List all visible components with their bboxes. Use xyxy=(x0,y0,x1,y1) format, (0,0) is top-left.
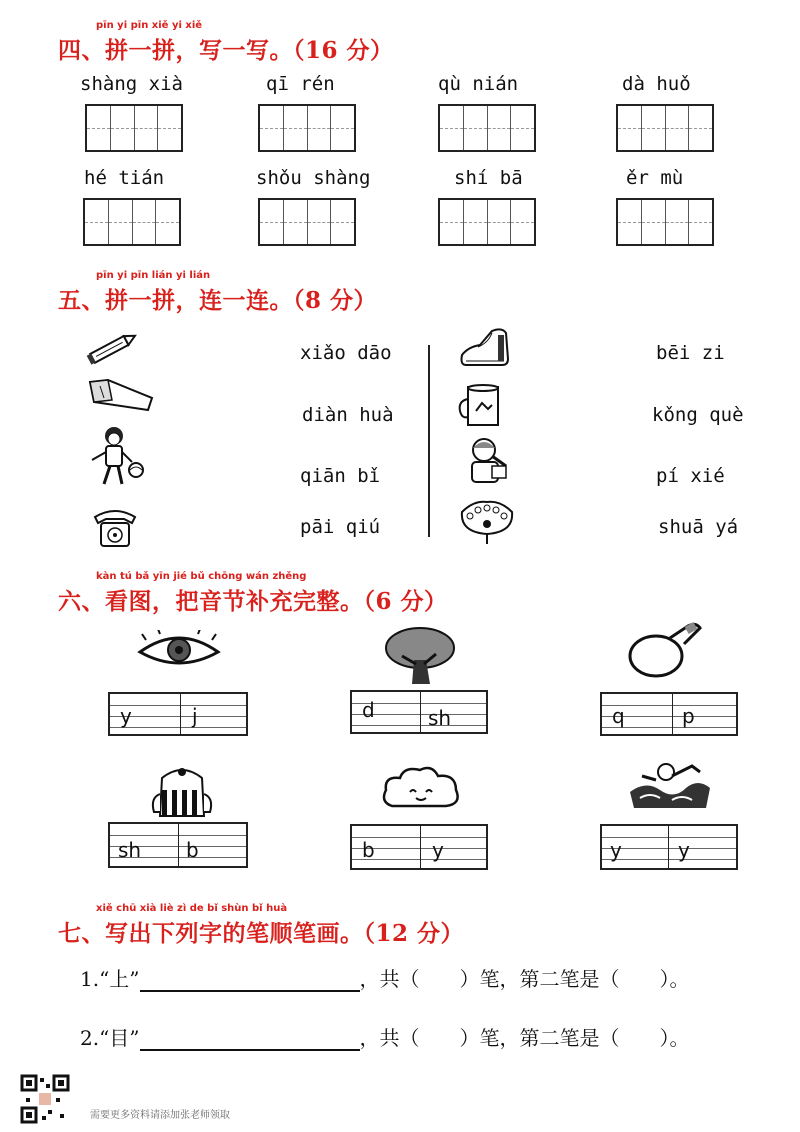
writing-grid[interactable] xyxy=(616,198,714,246)
pinyin-word: shàng xià xyxy=(80,73,183,95)
writing-grid[interactable] xyxy=(616,104,714,152)
question-2 xyxy=(80,1022,690,1051)
telephone-icon[interactable] xyxy=(92,505,138,549)
question-2-tail: ，共（ ）笔，第二笔是（ ）。 xyxy=(359,1026,690,1050)
section4-title: 四、拼一拼，写一写。（16 分） xyxy=(58,37,394,64)
pinyin-word[interactable]: shuā yá xyxy=(658,516,739,538)
swimming-icon xyxy=(626,758,712,812)
peacock-icon[interactable] xyxy=(456,498,518,548)
section6-title: 六、看图，把音节补充完整。（6 分） xyxy=(58,588,448,615)
backpack-icon xyxy=(148,758,216,820)
section4-pinyin: pīn yi pīn xiě yi xiě xyxy=(96,20,203,31)
pinyin-answer-box[interactable] xyxy=(350,690,488,734)
tree-icon xyxy=(382,624,458,688)
pinyin-word: shǒu shàng xyxy=(256,167,371,189)
pinyin-word: qī rén xyxy=(266,73,335,95)
eye-icon xyxy=(136,630,222,670)
shoe-icon[interactable] xyxy=(458,325,514,371)
section7-title: 七、写出下列字的笔顺笔画。（12 分） xyxy=(58,920,465,947)
footer-note: 需要更多资料请添加张老师领取 xyxy=(90,1110,230,1121)
question-2-char: 2.“目” xyxy=(80,1026,140,1050)
pinyin-answer-box[interactable] xyxy=(108,692,248,736)
syllable-y: y xyxy=(678,838,690,862)
pinyin-word[interactable]: qiān bǐ xyxy=(300,465,381,487)
stroke-order-blank[interactable] xyxy=(140,968,360,992)
writing-grid[interactable] xyxy=(258,198,356,246)
section7-pinyin: xiě chū xià liè zì de bǐ shùn bǐ huà xyxy=(96,903,288,914)
pinyin-answer-box[interactable] xyxy=(600,824,738,870)
section5-title: 五、拼一拼，连一连。（8 分） xyxy=(58,287,378,314)
syllable-q: q xyxy=(612,704,625,728)
boy-ball-icon[interactable] xyxy=(86,424,146,490)
section6-pinyin: kàn tú bǎ yīn jié bǔ chōng wán zhěng xyxy=(96,571,307,582)
section5-pinyin: pīn yi pīn lián yi lián xyxy=(96,270,211,281)
cloud-icon xyxy=(380,766,462,812)
qr-code-icon xyxy=(20,1074,70,1124)
writing-grid[interactable] xyxy=(438,198,536,246)
pinyin-word: qù nián xyxy=(438,73,519,95)
cup-icon[interactable] xyxy=(458,383,508,429)
syllable-j: j xyxy=(192,704,198,728)
syllable-y: y xyxy=(120,704,132,728)
pinyin-word[interactable]: pí xié xyxy=(656,465,725,487)
pinyin-word: ěr mù xyxy=(626,167,684,189)
pencil-icon[interactable] xyxy=(84,330,140,366)
pinyin-answer-box[interactable] xyxy=(108,822,248,868)
writing-grid[interactable] xyxy=(258,104,356,152)
stroke-order-blank[interactable] xyxy=(140,1027,360,1051)
syllable-p: p xyxy=(682,704,695,728)
mouse-icon xyxy=(626,618,706,680)
syllable-b: b xyxy=(186,838,199,862)
syllable-d: d xyxy=(362,698,375,722)
pinyin-word[interactable]: pāi qiú xyxy=(300,516,381,538)
pinyin-word[interactable]: kǒng què xyxy=(652,404,744,426)
syllable-sh: sh xyxy=(118,838,142,862)
pinyin-word[interactable]: bēi zi xyxy=(656,342,725,364)
pinyin-word[interactable]: diàn huà xyxy=(302,404,394,426)
pinyin-word[interactable]: xiǎo dāo xyxy=(300,342,392,364)
question-1-tail: ，共（ ）笔，第二笔是（ ）。 xyxy=(359,967,690,991)
syllable-y: y xyxy=(610,838,622,862)
syllable-y: y xyxy=(432,838,444,862)
pinyin-answer-box[interactable] xyxy=(350,824,488,870)
writing-grid[interactable] xyxy=(438,104,536,152)
writing-grid[interactable] xyxy=(83,198,181,246)
pinyin-word: dà huǒ xyxy=(622,73,691,95)
pinyin-word: shí bā xyxy=(454,167,523,189)
question-1-char: 1.“上” xyxy=(80,967,140,991)
child-brushing-icon[interactable] xyxy=(462,436,512,488)
syllable-sh: sh xyxy=(428,706,452,730)
syllable-b: b xyxy=(362,838,375,862)
writing-grid[interactable] xyxy=(85,104,183,152)
column-divider xyxy=(428,345,430,537)
pinyin-answer-box[interactable] xyxy=(600,692,738,736)
knife-icon[interactable] xyxy=(86,378,156,414)
pinyin-word: hé tián xyxy=(84,167,165,189)
question-1 xyxy=(80,963,690,992)
